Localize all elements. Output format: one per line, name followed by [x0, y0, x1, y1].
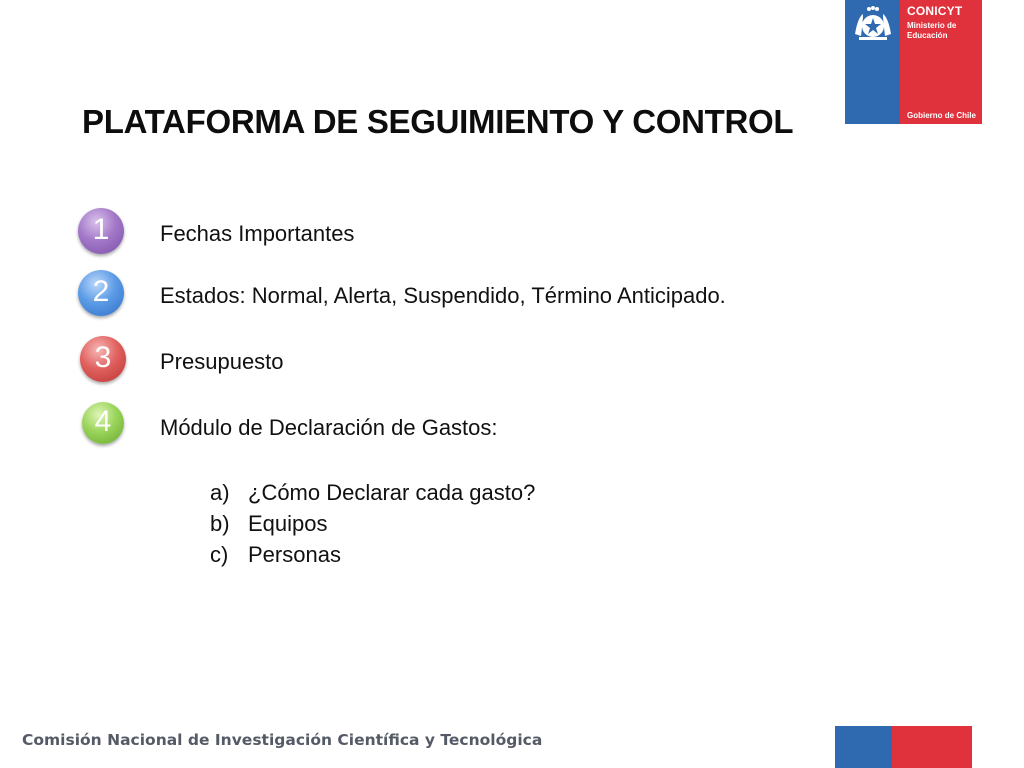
logo-government-name: Gobierno de Chile [907, 111, 976, 120]
sub-list-text: Personas [248, 542, 341, 567]
list-item [78, 270, 838, 320]
list-item [80, 336, 840, 386]
sub-list-text: Equipos [248, 511, 328, 536]
conicyt-logo [845, 0, 982, 124]
sub-list-marker: c) [210, 542, 229, 567]
sub-list-text: ¿Cómo Declarar cada gasto? [248, 480, 536, 505]
flag-blue-block [835, 726, 892, 768]
logo-blue-panel [845, 0, 900, 124]
list-item-text: Presupuesto [160, 349, 284, 374]
list-item-text: Fechas Importantes [160, 221, 355, 246]
list-item [82, 402, 842, 452]
sub-list-item [210, 480, 535, 511]
logo-brand-name: CONICYT [907, 4, 963, 18]
footer-flag-bar [835, 726, 972, 768]
logo-ministry-name: Ministerio de Educación [907, 21, 957, 40]
number-badge-2: 2 [78, 270, 124, 316]
footer-organization-name: Comisión Nacional de Investigación Científica y Tecnológica [22, 731, 543, 749]
number-badge-1: 1 [78, 208, 124, 254]
logo-red-panel [900, 0, 982, 124]
flag-red-block [892, 726, 972, 768]
sub-list-marker: a) [210, 480, 230, 505]
list-item [78, 208, 838, 258]
list-item-text: Módulo de Declaración de Gastos: [160, 415, 498, 440]
chile-coat-of-arms-icon [851, 4, 895, 42]
sub-list-item [210, 542, 535, 573]
slide-title: PLATAFORMA DE SEGUIMIENTO Y CONTROL [82, 103, 794, 140]
number-badge-4: 4 [82, 402, 124, 444]
sub-list-item [210, 511, 535, 542]
list-item-text: Estados: Normal, Alerta, Suspendido, Término Anticipado. [160, 283, 726, 308]
sub-list [210, 480, 535, 573]
sub-list-marker: b) [210, 511, 230, 536]
number-badge-3: 3 [80, 336, 126, 382]
